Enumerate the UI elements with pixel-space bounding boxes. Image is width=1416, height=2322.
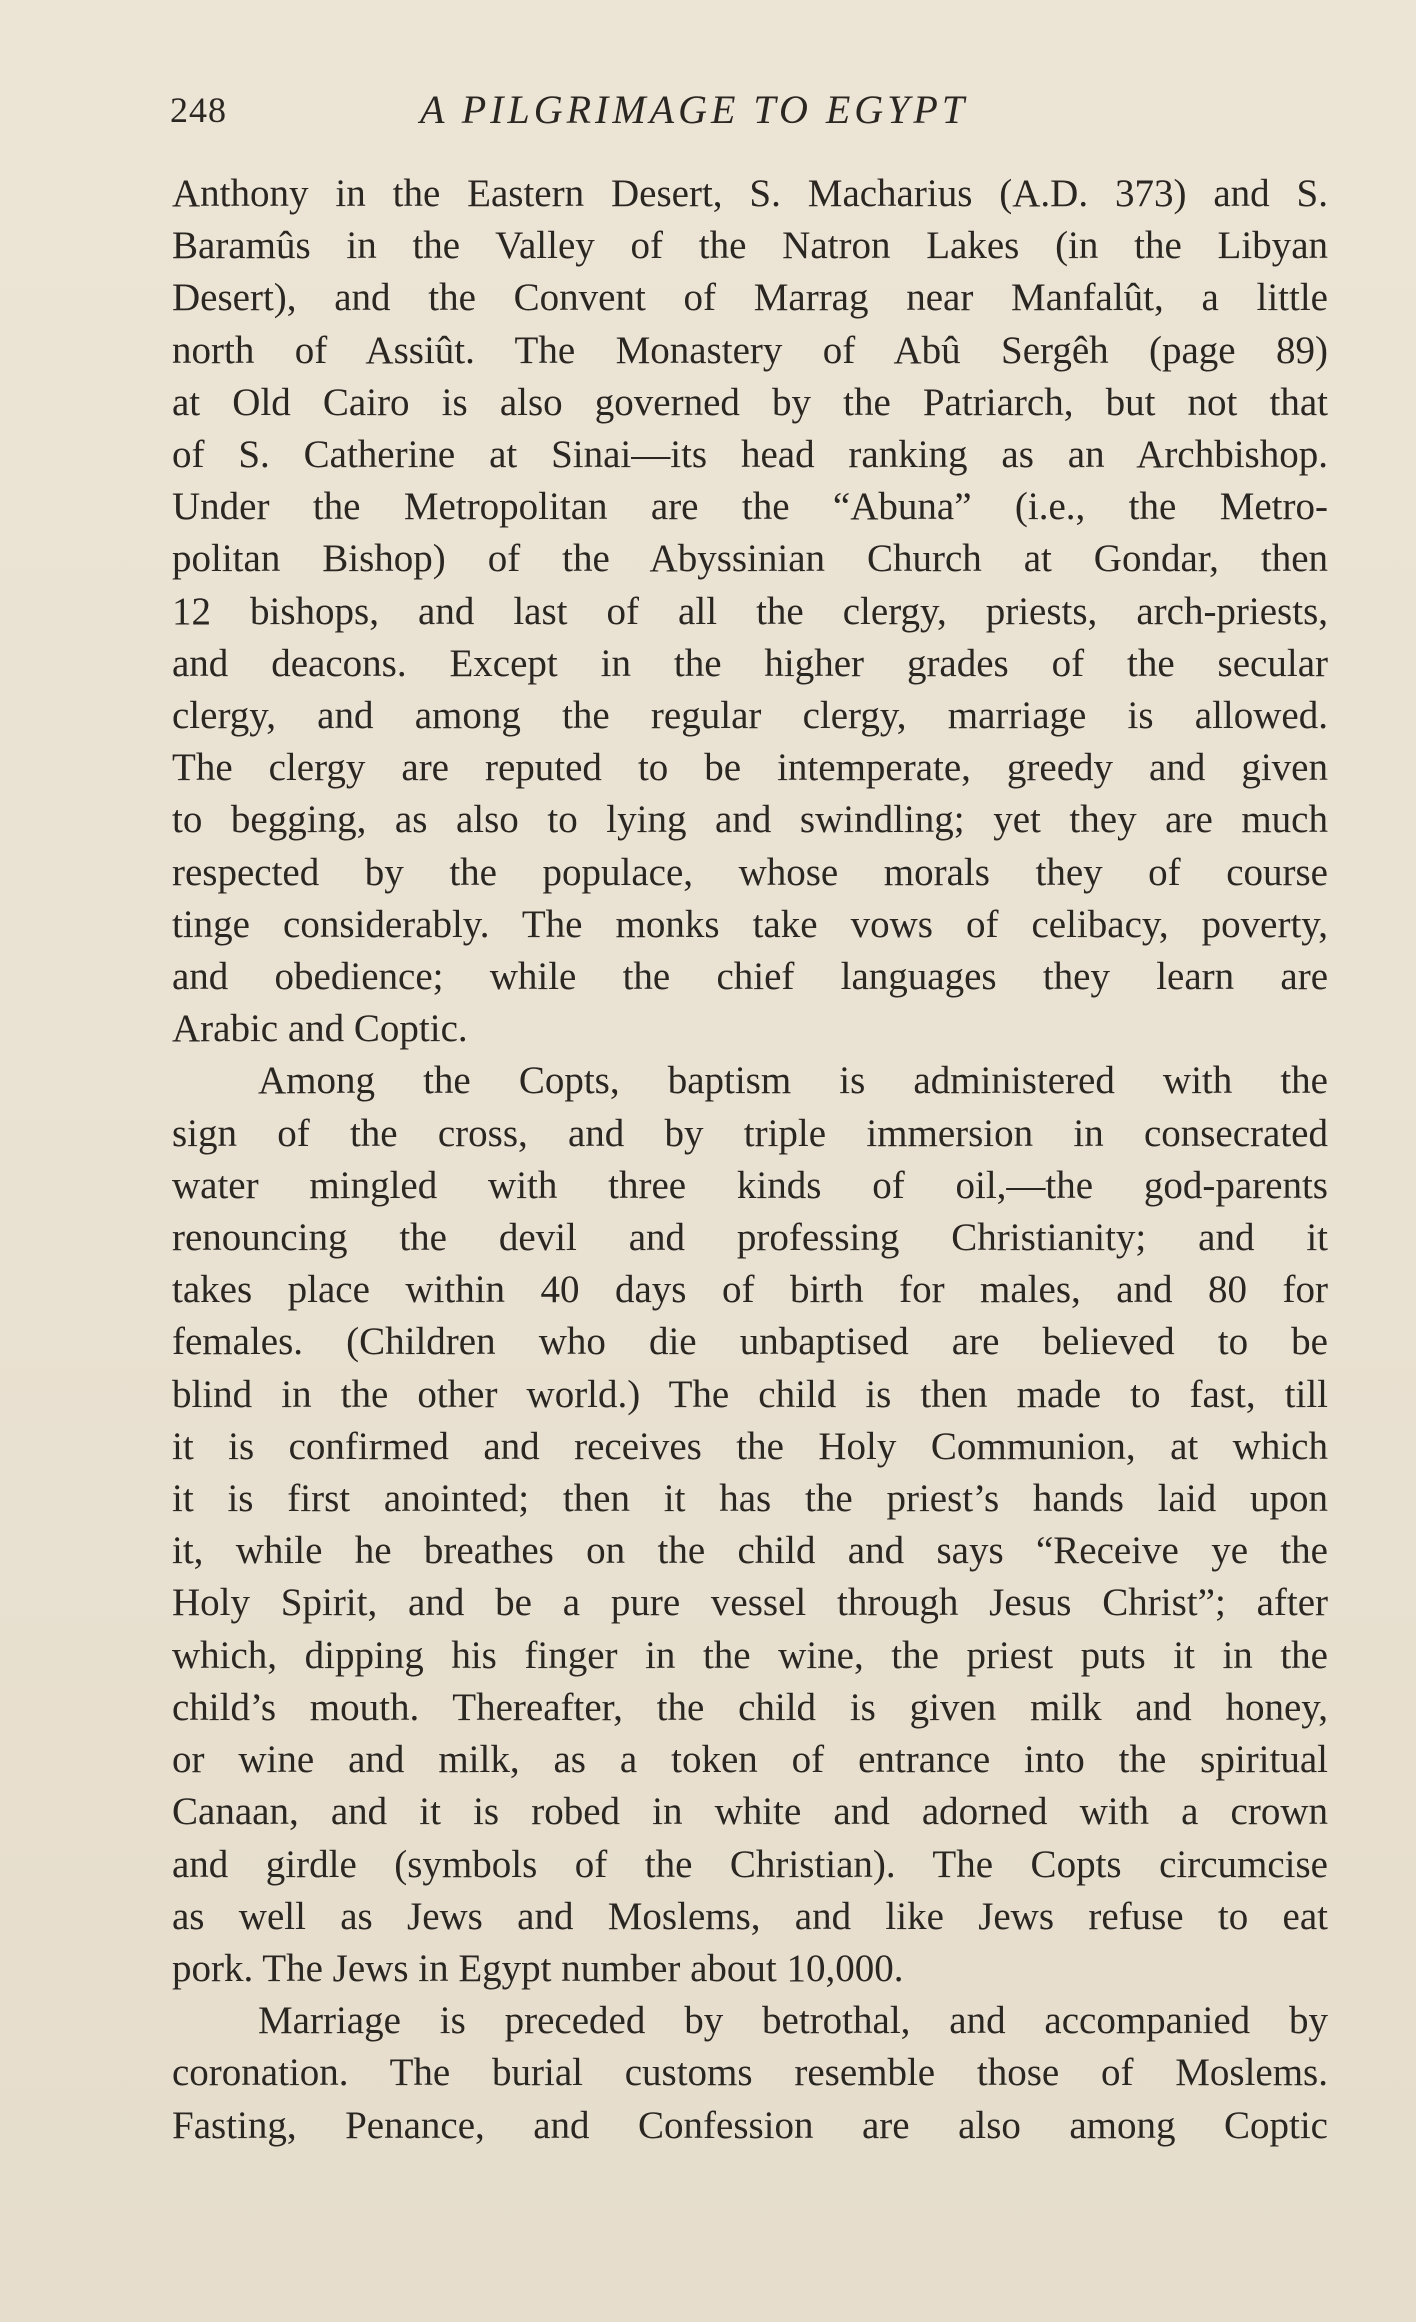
body-text <box>172 168 1328 2152</box>
paragraph-marriage <box>172 1995 1328 2152</box>
text-line: pork. The Jews in Egypt number about 10,000. <box>172 1946 904 1990</box>
text-line: at Old Cairo is also governed by the Patriarch, but not that <box>172 380 1328 424</box>
text-line: north of Assiût. The Monastery of Abû Sergêh (page 89) <box>172 328 1328 372</box>
text-line: Baramûs in the Valley of the Natron Lakes (in the Libyan <box>172 224 1328 268</box>
text-line: politan Bishop) of the Abyssinian Church at Gondar, then <box>172 537 1328 581</box>
text-line: sign of the cross, and by triple immersion in consecrated <box>172 1111 1328 1155</box>
text-line: it, while he breathes on the child and says “Receive ye the <box>172 1529 1328 1573</box>
running-title: A PILGRIMAGE TO EGYPT <box>420 87 969 132</box>
text-line: Desert), and the Convent of Marrag near Manfalût, a little <box>172 276 1328 320</box>
text-line: child’s mouth. Thereafter, the child is given milk and honey, <box>172 1685 1328 1729</box>
text-line: and obedience; while the chief languages they learn are <box>172 955 1328 999</box>
text-line: and girdle (symbols of the Christian). The Copts circumcise <box>172 1842 1328 1886</box>
text-line: it is confirmed and receives the Holy Communion, at which <box>172 1424 1328 1468</box>
text-line: blind in the other world.) The child is then made to fast, till <box>172 1372 1328 1416</box>
text-line: Arabic and Coptic. <box>172 1007 468 1051</box>
text-line: Marriage is preceded by betrothal, and accompanied by <box>258 1999 1328 2043</box>
text-line: takes place within 40 days of birth for males, and 80 for <box>172 1268 1328 1312</box>
text-line: respected by the populace, whose morals they of course <box>172 850 1328 894</box>
text-line: clergy, and among the regular clergy, marriage is allowed. <box>172 694 1328 738</box>
text-line: Fasting, Penance, and Confession are also among Coptic <box>172 2103 1328 2147</box>
text-line: which, dipping his finger in the wine, the priest puts it in the <box>172 1633 1328 1677</box>
text-line: of S. Catherine at Sinai—its head ranking as an Archbishop. <box>172 433 1328 477</box>
paragraph-baptism <box>172 1055 1328 1995</box>
text-line: or wine and milk, as a token of entrance into the spiritual <box>172 1738 1328 1782</box>
running-head <box>170 80 1330 140</box>
text-line: The clergy are reputed to be intemperate, greedy and given <box>172 746 1328 790</box>
page-number: 248 <box>170 90 227 130</box>
text-line: it is first anointed; then it has the priest’s hands laid upon <box>172 1477 1328 1521</box>
text-line: as well as Jews and Moslems, and like Jews refuse to eat <box>172 1894 1328 1938</box>
text-line: Under the Metropolitan are the “Abuna” (i.e., the Metro- <box>172 485 1328 529</box>
text-line: water mingled with three kinds of oil,—the god-parents <box>172 1163 1328 1207</box>
text-line: to begging, as also to lying and swindling; yet they are much <box>172 798 1328 842</box>
paragraph-monasteries <box>172 168 1328 1055</box>
text-line: and deacons. Except in the higher grades of the secular <box>172 641 1328 685</box>
text-line: Among the Copts, baptism is administered with the <box>258 1059 1328 1103</box>
text-line: 12 bishops, and last of all the clergy, priests, arch-priests, <box>172 589 1328 633</box>
text-line: coronation. The burial customs resemble those of Moslems. <box>172 2051 1328 2095</box>
text-line: renouncing the devil and professing Christianity; and it <box>172 1216 1328 1260</box>
text-line: tinge considerably. The monks take vows of celibacy, poverty, <box>172 902 1328 946</box>
text-line: Holy Spirit, and be a pure vessel through Jesus Christ”; after <box>172 1581 1328 1625</box>
text-line: Canaan, and it is robed in white and adorned with a crown <box>172 1790 1328 1834</box>
text-line: Anthony in the Eastern Desert, S. Macharius (A.D. 373) and S. <box>172 172 1328 215</box>
text-line: females. (Children who die unbaptised are believed to be <box>172 1320 1328 1364</box>
